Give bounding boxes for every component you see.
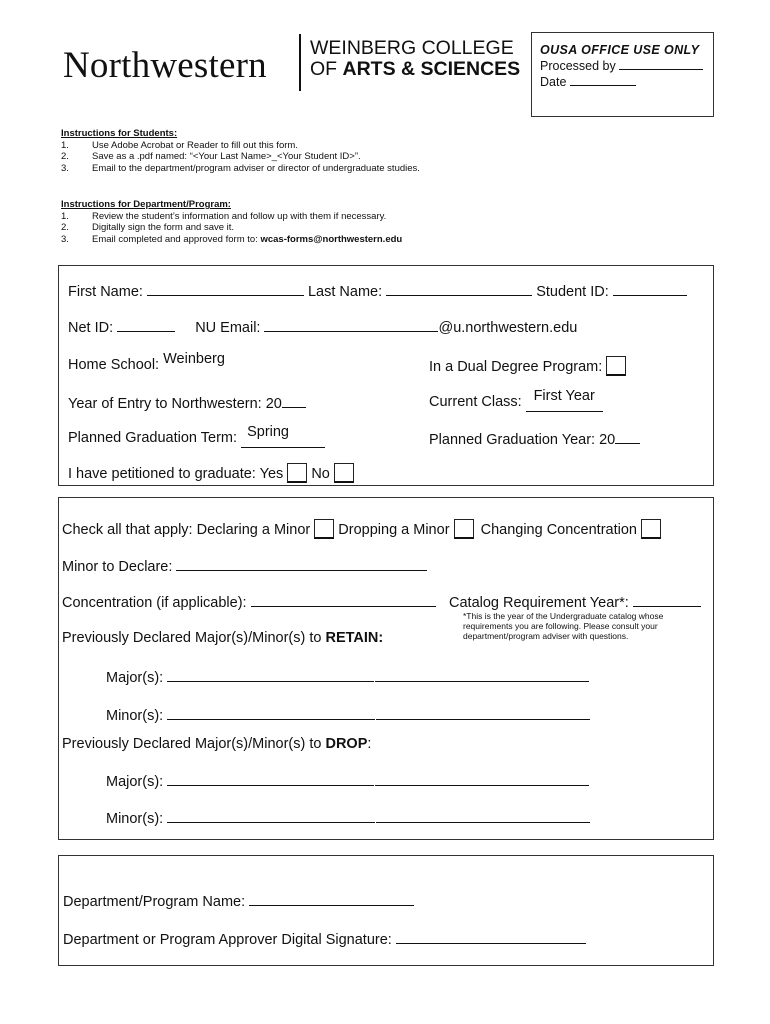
net-id-field[interactable]	[117, 317, 175, 332]
concentration-field[interactable]	[251, 592, 436, 607]
grad-term-field[interactable]: Spring	[241, 429, 325, 448]
student-instructions-heading: Instructions for Students:	[61, 128, 178, 139]
drop-major-field-1[interactable]	[167, 771, 374, 786]
dual-degree-checkbox[interactable]	[606, 356, 626, 376]
first-name-row: First Name: Last Name: Student ID:	[68, 281, 687, 301]
changing-concentration-checkbox[interactable]	[641, 519, 661, 539]
petitioned-yes-checkbox[interactable]	[287, 463, 307, 483]
net-id-row: Net ID: NU Email: @u.northwestern.edu	[68, 317, 577, 337]
list-item: 3. Email completed and approved form to: wcas-forms@northwestern.edu	[61, 233, 403, 245]
college-line-1: WEINBERG COLLEGE	[310, 37, 514, 59]
retain-heading: Previously Declared Major(s)/Minor(s) to RETAIN:	[62, 630, 384, 646]
list-item: 3. Email to the department/program adviser or director of undergraduate studies.	[61, 162, 420, 174]
college-name	[310, 38, 520, 80]
retain-minors-row: Minor(s):	[106, 705, 590, 725]
home-school-field[interactable]: Weinberg	[163, 351, 225, 367]
office-date-line: Date	[540, 75, 705, 89]
catalog-note: *This is the year of the Undergraduate catalog whose requirements you are following. Please consult your department/program adviser with questions.	[463, 611, 664, 641]
approver-signature-field[interactable]	[396, 929, 586, 944]
list-item: 1. Review the student’s information and follow up with them if necessary.	[61, 210, 387, 222]
office-use-title: OUSA OFFICE USE ONLY	[540, 43, 700, 57]
department-name-field[interactable]	[249, 891, 414, 906]
year-of-entry-row: Year of Entry to Northwestern: 20	[68, 393, 306, 413]
processed-by-line: Processed by	[540, 59, 705, 73]
retain-minor-field-2[interactable]	[376, 705, 590, 720]
petitioned-row: I have petitioned to graduate: Yes No	[68, 463, 354, 483]
program-instructions-heading: Instructions for Department/Program:	[61, 199, 231, 210]
list-item: 2. Save as a .pdf named: “<Your Last Name>_<Your Student ID>”.	[61, 151, 361, 162]
catalog-year-row: Catalog Requirement Year*:	[449, 592, 701, 612]
dropping-minor-checkbox[interactable]	[454, 519, 474, 539]
drop-minor-field-1[interactable]	[167, 808, 375, 823]
minor-to-declare-row: Minor to Declare:	[62, 556, 427, 576]
last-name-field[interactable]	[386, 281, 532, 296]
check-all-row: Check all that apply: Declaring a Minor Dropping a Minor Changing Concentration	[62, 519, 661, 539]
current-class-row: Current Class: First Year	[429, 393, 603, 412]
signature-row: Department or Program Approver Digital Signature:	[63, 929, 586, 949]
department-name-row: Department/Program Name:	[63, 891, 414, 911]
dual-degree-row: In a Dual Degree Program:	[429, 356, 626, 376]
year-of-entry-field[interactable]	[282, 393, 306, 408]
first-name-field[interactable]	[147, 281, 304, 296]
northwestern-wordmark: Northwestern	[63, 45, 267, 86]
nu-email-field[interactable]	[264, 317, 438, 332]
catalog-year-field[interactable]	[633, 592, 701, 607]
retain-majors-row: Major(s):	[106, 667, 589, 687]
drop-major-field-2[interactable]	[375, 771, 589, 786]
grad-year-field[interactable]	[615, 429, 640, 444]
concentration-row: Concentration (if applicable):	[62, 592, 436, 612]
logo-divider	[299, 34, 301, 91]
forms-email: wcas-forms@northwestern.edu	[260, 233, 403, 245]
program-instructions	[61, 199, 701, 245]
college-line-2: OF ARTS & SCIENCES	[310, 58, 521, 80]
office-use-box	[531, 32, 714, 117]
grad-term-row: Planned Graduation Term: Spring	[68, 429, 325, 448]
list-item: 2. Digitally sign the form and save it.	[61, 222, 235, 233]
declaring-minor-checkbox[interactable]	[314, 519, 334, 539]
petitioned-no-checkbox[interactable]	[334, 463, 354, 483]
grad-year-row: Planned Graduation Year: 20	[429, 429, 640, 449]
list-item: 1. Use Adobe Acrobat or Reader to fill out this form.	[61, 139, 298, 151]
drop-minor-field-2[interactable]	[376, 808, 590, 823]
student-id-field[interactable]	[613, 281, 687, 296]
drop-heading: Previously Declared Major(s)/Minor(s) to DROP:	[62, 736, 372, 752]
current-class-field[interactable]: First Year	[526, 393, 603, 412]
retain-major-field-1[interactable]	[167, 667, 374, 682]
drop-majors-row: Major(s):	[106, 771, 589, 791]
retain-minor-field-1[interactable]	[167, 705, 375, 720]
home-school-row: Home School: Weinberg	[68, 351, 225, 373]
minor-to-declare-field[interactable]	[176, 556, 427, 571]
drop-minors-row: Minor(s):	[106, 808, 590, 828]
student-instructions	[61, 128, 701, 174]
retain-major-field-2[interactable]	[375, 667, 589, 682]
